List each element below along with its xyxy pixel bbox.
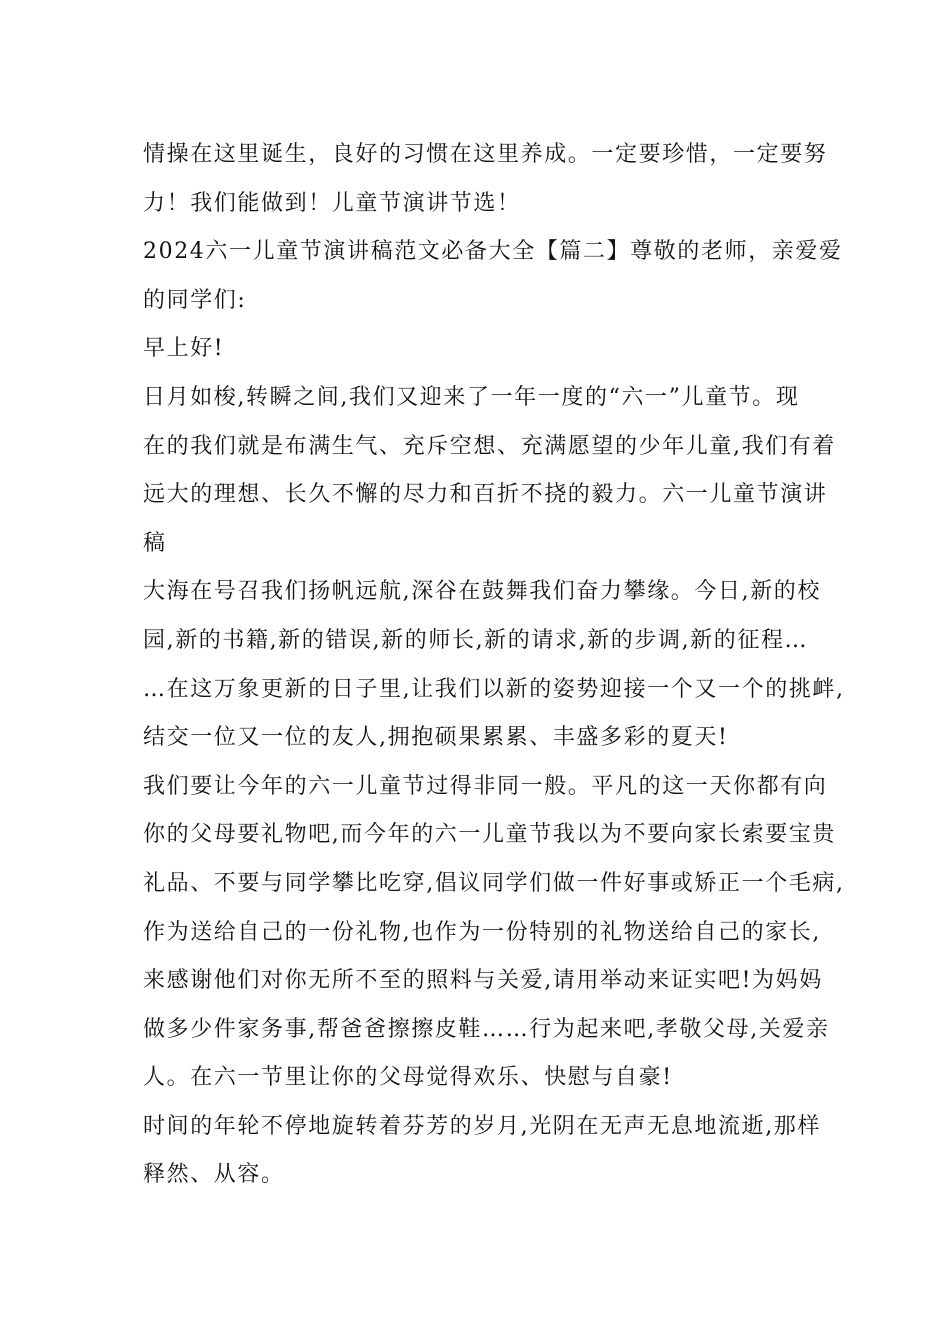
text-line: 日月如梭,转瞬之间,我们又迎来了一年一度的“六一”儿童节。现 bbox=[143, 384, 800, 410]
text-line: 大海在号召我们扬帆远航,深谷在鼓舞我们奋力攀缘。今日,新的校 bbox=[143, 579, 821, 605]
document-body bbox=[143, 131, 845, 1200]
text-line: 人。在六一节里让你的父母觉得欢乐、快慰与自豪! bbox=[143, 1065, 673, 1091]
text-line: …在这万象更新的日子里,让我们以新的姿势迎接一个又一个的挑衅, bbox=[143, 676, 845, 702]
text-line: 稿 bbox=[143, 530, 167, 556]
text-line: 在的我们就是布满生气、充斥空想、充满愿望的少年儿童,我们有着 bbox=[143, 433, 836, 459]
text-line: 做多少件家务事,帮爸爸擦擦皮鞋……行为起来吧,孝敬父母,关爱亲 bbox=[143, 1016, 830, 1042]
text-line: 结交一位又一位的友人,拥抱硕果累累、丰盛多彩的夏天! bbox=[143, 725, 729, 751]
text-line: 作为送给自己的一份礼物,也作为一份特别的礼物送给自己的家长, bbox=[143, 919, 821, 945]
text-line: 我们要让今年的六一儿童节过得非同一般。平凡的这一天你都有向 bbox=[143, 773, 828, 799]
text-line: 早上好! bbox=[143, 336, 225, 362]
text-line: 力！我们能做到！儿童节演讲节选！ bbox=[143, 190, 521, 216]
text-line: 园,新的书籍,新的错误,新的师长,新的请求,新的步调,新的征程… bbox=[143, 627, 809, 653]
text-line: 礼品、不要与同学攀比吃穿,倡议同学们做一件好事或矫正一个毛病, bbox=[143, 870, 845, 896]
text-line: 2024六一儿童节演讲稿范文必备大全【篇二】尊敬的老师，亲爱爱 bbox=[143, 239, 843, 265]
text-line: 释然、从容。 bbox=[143, 1162, 285, 1188]
text-line: 的同学们: bbox=[143, 287, 247, 313]
text-line: 来感谢他们对你无所不至的照料与关爱,请用举动来证实吧!为妈妈 bbox=[143, 968, 823, 994]
text-line: 时间的年轮不停地旋转着芬芳的岁月,光阴在无声无息地流逝,那样 bbox=[143, 1113, 821, 1139]
text-line: 远大的理想、长久不懈的尽力和百折不挠的毅力。六一儿童节演讲 bbox=[143, 482, 828, 508]
text-line: 你的父母要礼物吧,而今年的六一儿童节我以为不要向家长索要宝贵 bbox=[143, 822, 836, 848]
text-line: 情操在这里诞生，良好的习惯在这里养成。一定要珍惜，一定要努 bbox=[143, 142, 828, 167]
